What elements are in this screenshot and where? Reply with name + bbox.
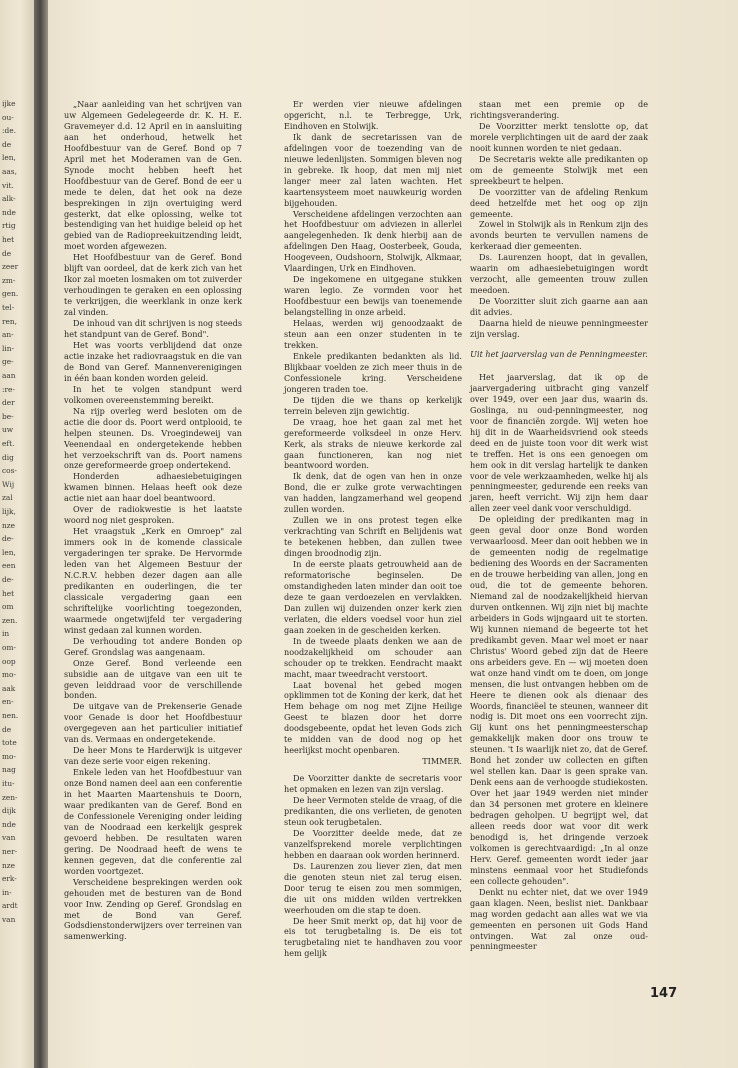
- paragraph: De heer Mons te Harderwijk is uitgever van deze serie voor eigen rekening.: [64, 745, 242, 767]
- prev-page-fragment: nde: [2, 819, 16, 829]
- paragraph: Denkt nu echter niet, dat we over 1949 gaan klagen. Neen, beslist niet. Dankbaar mag worden gedacht aan alles wat we via gemeenten en personen uit Gods Hand ontvingen. Wat zal onze oud-penningmeester: [470, 886, 648, 952]
- paragraph: „Naar aanleiding van het schrijven van uw Algemeen Gedelegeerde dr. K. H. E. Gravemeyer d.d. 12 April en in aansluiting aan het onderhoud, hetwelk het Hoofdbestuur van de Geref. Bond op 7 April met het Moderamen van de Gen. Synode mocht hebben heeft het Hoofdbestuur van de Geref. Bond de eer u mede te delen, dat het ook na deze besprekingen in zijn overtuiging werd gesterkt, dat elke oplossing, welke tot bestendiging van het huidige beleid op het gebied van de Radiopreekuitzending leidt, moet worden afgewezen.: [64, 99, 242, 252]
- prev-page-fragment: van: [2, 915, 16, 924]
- paragraph: De heer Vermoten stelde de vraag, of die predikanten, die ons verlieten, de genoten steun ook terugbetalen.: [284, 795, 462, 827]
- paragraph: De Voorzitter sluit zich gaarne aan aan dit advies.: [470, 296, 648, 318]
- prev-page-fragment: uw: [2, 425, 14, 435]
- paragraph: De Voorzitter dankte de secretaris voor het opmaken en lezen van zijn verslag.: [284, 773, 462, 795]
- prev-page-fragment: de: [2, 248, 12, 258]
- prev-page-fragment: erk-: [2, 874, 17, 884]
- prev-page-fragment: ijke: [2, 99, 16, 108]
- paragraph: Zullen we in ons protest tegen elke verkrachting van Schrift en Belijdenis wat te betekenen hebben, dan zullen twee dingen broodnodig zijn.: [284, 515, 462, 559]
- text-column-left: [64, 99, 242, 942]
- prev-page-fragment: cos-: [2, 466, 17, 476]
- prev-page-fragment: een: [2, 561, 16, 571]
- prev-page-fragment: en-: [2, 697, 14, 707]
- prev-page-fragment: lijk,: [2, 507, 16, 516]
- paragraph: Verscheidene besprekingen werden ook gehouden met de besturen van de Bond voor Inw. Zending op Geref. Grondslag en met de Bond van Geref. Godsdienstonderwijzers over terreinen van samenwerking.: [64, 876, 242, 942]
- paragraph: Ds. Laurenzen hoopt, dat in gevallen, waarin om adhaesiebetuigingen wordt verzocht, alle gemeenten trouw zullen meedoen.: [470, 252, 648, 296]
- prev-page-fragment: mo-: [2, 670, 16, 680]
- paragraph: De Secretaris wekte alle predikanten op om de gemeente Stolwijk met een spreekbeurt te helpen.: [470, 153, 648, 186]
- prev-page-fragment: aan: [2, 371, 16, 380]
- prev-page-fragment: dig: [2, 452, 14, 462]
- paragraph: Het Hoofdbestuur van de Geref. Bond blijft van oordeel, dat de kerk zich van het Ikor zal moeten losmaken om tot zuiverder verhoudingen te geraken en een oplossing te verkrijgen, die weerklank in onze kerk zal vinden.: [64, 252, 242, 318]
- paragraph: De opleiding der predikanten mag in geen geval door onze Bond worden verwaarloosd. Meer dan ooit hebben we in de gemeenten nodig de regelmatige bediening des Woords en der Sacramenten en de trouwe herbeiding van allen, jong en oud, die tot de gemeente behoren. Niemand zal de noodzakelijkheid hiervan durven ontkennen. Wij zijn niet bij machte arbeiders in Gods wijngaard uit te storten. Wij kunnen niemand de begeerte tot het predikambt geven. Maar wel moet er naar Christus' Woord gebed zijn dat de Heere ons arbeiders geve. En — wij moeten doen wat onze hand vindt om te doen, om jonge mensen, die lust ontvangen hebben om de Heere te dienen ook als dienaar des Woords, financiëel te steunen, wanneer dit nodig is. Dit moet ons een voorrecht zijn. Gij kunt ons het penningmeesterschap gemakkelijk maken door ons trouw te steunen. 't Is waarlijk niet zo, dat de Geref. Bond het zonder uw collecten en giften wel stellen kan. Daar is geen sprake van. Denk eens aan de verhoogde studiekosten. Over het jaar 1949 werden niet minder dan 34 personen met grotere en kleinere bedragen geholpen. U begrijpt wel, dat alleen reeds door wat voor dit werk benodigd is, het dringende verzoek volkomen is gerechtvaardigd: „In al onze Herv. Geref. gemeenten wordt ieder jaar minstens eenmaal voor het Studiefonds een collecte gehouden".: [470, 514, 648, 886]
- section-heading: Uit het jaarverslag van de Penningmeester.: [470, 348, 648, 359]
- paragraph: Het jaarverslag, dat ik op de jaarvergadering uitbracht ging vanzelf over 1949, over een jaar dus, waarin ds. Goslinga, nu oud-penningmeester, nog voor de financiën zorgde. Wij weten hoe hij dit in de Waarheidsvriend ook steeds deed en de juiste toon voor dit werk wist te treffen. Het is ons een genoegen om hem ook in dit verslag hartelijk te danken voor de vele werkzaamheden, welke hij als penningmeester, gedurende een reeks van jaren, heeft verricht. Wij zijn hem daar allen zeer veel dank voor verschuldigd.: [470, 371, 648, 514]
- paragraph: Ik dank de secretarissen van de afdelingen voor de toezending van de nieuwe ledenlijsten. Sommigen bleven nog in gebreke. Ik hoop, dat men mij niet langer meer zal laten wachten. Het kaartensysteem moet nauwkeurig worden bijgehouden.: [284, 131, 462, 208]
- prev-page-fragment: itu-: [2, 779, 15, 788]
- prev-page-fragment: de: [2, 724, 12, 734]
- paragraph: Helaas, werden wij genoodzaakt de steun aan een onzer studenten in te trekken.: [284, 318, 462, 350]
- paragraph: In de tweede plaats denken we aan de noodzakelijkheid om schouder aan schouder op te trekken. Eendracht maakt macht, maar tweedracht verstoort.: [284, 635, 462, 679]
- text-column-right: [470, 99, 648, 952]
- paragraph: De tijden die we thans op kerkelijk terrein beleven zijn gewichtig.: [284, 394, 462, 416]
- paragraph: De vraag, hoe het gaan zal met het gereformeerde volksdeel in onze Herv. Kerk, als straks de nieuwe kerkorde zal gaan functioneren, kan nog niet beantwoord worden.: [284, 416, 462, 471]
- paragraph: Enkele predikanten bedankten als lid. Blijkbaar voelden ze zich meer thuis in de Confessionele kring. Verscheidene jongeren traden toe.: [284, 350, 462, 394]
- paragraph: Er werden vier nieuwe afdelingen opgericht, n.l. te Terbregge, Urk, Eindhoven en Stolwijk.: [284, 99, 462, 131]
- prev-page-fragment: om: [2, 602, 14, 612]
- paragraph: staan met een premie op de richtingsverandering.: [470, 99, 648, 120]
- prev-page-fragment: van: [2, 833, 16, 843]
- prev-page-fragment: zm-: [2, 275, 16, 285]
- paragraph: De ingekomene en uitgegane stukken waren legio. Ze vormden voor het Hoofdbestuur een bewijs van toenemende belangstelling in onze arbeid.: [284, 274, 462, 318]
- paragraph: Daarna hield de nieuwe penningmeester zijn verslag.: [470, 318, 648, 340]
- prev-page-fragment: aak: [2, 683, 16, 693]
- paragraph: Honderden adhaesiebetuigingen kwamen binnen. Helaas heeft ook deze actie niet aan haar doel beantwoord.: [64, 471, 242, 504]
- prev-page-fragment: :re-: [2, 384, 15, 394]
- prev-page-fragment: aas,: [2, 167, 17, 176]
- paragraph: Verscheidene afdelingen verzochten aan het Hoofdbestuur om adviezen in allerlei aangelegenheden. Ik denk hierbij aan de afdelingen Den Haag, Oosterbeek, Gouda, Hoogeveen, Oudshoorn, Stolwijk, Alkmaar, Vlaardingen, Urk en Eindhoven.: [284, 208, 462, 274]
- prev-page-fragment: zen-: [2, 792, 18, 802]
- prev-page-fragment: nze: [2, 520, 16, 530]
- prev-page-fragment: de: [2, 139, 12, 149]
- prev-page-fragment: :de.: [2, 126, 16, 136]
- paragraph: De verhouding tot andere Bonden op Geref. Grondslag was aangenaam.: [64, 635, 242, 657]
- paragraph: In het te volgen standpunt werd volkomen overeenstemming bereikt.: [64, 383, 242, 405]
- previous-page-edge: [0, 0, 34, 1068]
- prev-page-fragment: de-: [2, 534, 14, 544]
- prev-page-fragment: het: [2, 588, 15, 598]
- prev-page-fragment: de-: [2, 575, 14, 584]
- prev-page-fragment: zeer: [2, 262, 19, 272]
- prev-page-fragment: len,: [2, 547, 16, 557]
- prev-page-fragment: ner-: [2, 847, 18, 856]
- prev-page-fragment: het: [2, 235, 15, 244]
- text-column-middle: [284, 99, 462, 959]
- prev-page-fragment: in: [2, 629, 10, 639]
- magazine-page: [48, 0, 738, 1068]
- prev-page-fragment: zal: [2, 493, 13, 503]
- prev-page-fragment: len,: [2, 153, 16, 163]
- paragraph: Zowel in Stolwijk als in Renkum zijn des avonds beurten te vervullen namens de kerkeraad dier gemeenten.: [470, 219, 648, 252]
- paragraph: Het vraagstuk „Kerk en Omroep" zal immers ook in de komende classicale vergaderingen ter sprake. De Hervormde leden van het Algemeen Bestuur der N.C.R.V. hebben dezer dagen aan alle predikanten en ouderlingen, die ter classicale vergadering gaan een schriftelijke voorlichting toegezonden, waarmede ongetwijfeld ter vergadering winst gedaan zal kunnen worden.: [64, 526, 242, 635]
- prev-page-fragment: lin-: [2, 343, 14, 353]
- paragraph: In de eerste plaats getrouwheid aan de reformatorische beginselen. De omstandigheden laten minder dan ooit toe deze te gaan verdoezelen en vervlakken. Dan zullen wij duizenden onzer kerk zien verlaten, die elders voedsel voor hun ziel gaan zoeken in de gescheiden kerken.: [284, 559, 462, 635]
- prev-page-fragment: alk-: [2, 194, 16, 204]
- paragraph: Laat bovenal het gebed mogen opklimmen tot de Koning der kerk, dat het Hem behage om nog met Zijne Heilige Geest te blazen door het dorre doodsgebeente, opdat het leven Gods zich te midden van de dood nog op het heerlijkst mocht openbaren.: [284, 679, 462, 756]
- prev-page-fragment: om-: [2, 643, 16, 652]
- paragraph: Na rijp overleg werd besloten om de actie die door ds. Poort werd ontplooid, te helpen steunen. Ds. Vroegindeweij van Veenendaal en ondergetekende hebben het verzoekschrift van ds. Poort namens onze gereformeerde groep ondertekend.: [64, 405, 242, 471]
- paragraph: Het was voorts verblijdend dat onze actie inzake het radiovraagstuk en die van de Bond van Geref. Mannenverenigingen in één baan konden worden geleid.: [64, 339, 242, 383]
- paragraph: De heer Smit merkt op, dat hij voor de eis tot terugbetaling is. De eis tot terugbetaling niet te handhaven zou voor hem gelijk: [284, 915, 462, 959]
- prev-page-fragment: an-: [2, 330, 14, 340]
- paragraph: Onze Geref. Bond verleende een subsidie aan de uitgave van een uit te geven leiddraad voor de verschillende bonden.: [64, 657, 242, 701]
- page-number: 147: [650, 986, 678, 1001]
- prev-page-fragment: gen.: [2, 289, 19, 299]
- prev-page-fragment: nen.: [2, 711, 19, 720]
- prev-page-fragment: oop: [2, 656, 16, 666]
- paragraph: Ik denk, dat de ogen van hen in onze Bond, die er zulke grote verwachtingen van hadden, langzamerhand wel geopend zullen worden.: [284, 471, 462, 515]
- prev-page-fragment: dijk: [2, 806, 16, 816]
- prev-page-fragment: in-: [2, 887, 12, 897]
- prev-page-fragment: ge-: [2, 357, 14, 367]
- prev-page-fragment: ren,: [2, 316, 18, 326]
- prev-page-fragment: rtig: [2, 221, 16, 231]
- prev-page-fragment: be-: [2, 411, 14, 421]
- paragraph: De inhoud van dit schrijven is nog steeds het standpunt van de Geref. Bond".: [64, 318, 242, 340]
- prev-page-fragment: vit.: [2, 180, 14, 190]
- prev-page-fragment: der: [2, 398, 15, 408]
- book-gutter: [34, 0, 48, 1068]
- paragraph: Enkele leden van het Hoofdbestuur van onze Bond namen deel aan een conferentie in het Maarten Maartenshuis te Doorn, waar predikanten van de Geref. Bond en de Confessionele Vereniging onder leiding van de Noodraad een kerkelijk gesprek gevoerd hebben. De resultaten waren gering. De Noodraad heeft de wens te kennen gegeven, dat die conferentie zal worden voortgezet.: [64, 767, 242, 876]
- paragraph: Ds. Laurenzen zou liever zien, dat men die genoten steun niet zal terug eisen. Door terug te eisen zou men sommigen, die uit ons midden wilden vertrekken weerhouden om die stap te doen.: [284, 860, 462, 915]
- prev-page-fragment: ardt: [2, 901, 18, 911]
- prev-page-fragment: tel-: [2, 303, 15, 312]
- prev-page-fragment: ou-: [2, 112, 14, 122]
- prev-page-fragment: eft.: [2, 439, 15, 448]
- paragraph: De Voorzitter merkt tenslotte op, dat morele verplichtingen uit de aard der zaak nooit kunnen worden te niet gedaan.: [470, 120, 648, 153]
- prev-page-fragment: mo-: [2, 751, 16, 761]
- prev-page-fragment: zen.: [2, 615, 18, 625]
- prev-page-fragment: nde: [2, 207, 16, 217]
- paragraph: De uitgave van de Prekenserie Genade voor Genade is door het Hoofdbestuur overgegeven aan het particulier initiatief van ds. Vermaas en ondergetekende.: [64, 701, 242, 745]
- paragraph: Over de radiokwestie is het laatste woord nog niet gesproken.: [64, 504, 242, 526]
- prev-page-fragment: Wij: [2, 479, 15, 489]
- prev-page-fragment: nze: [2, 860, 16, 870]
- prev-page-fragment: tote: [2, 738, 17, 748]
- author-signature: TIMMER.: [422, 756, 462, 767]
- paragraph: De Voorzitter deelde mede, dat ze vanzelfsprekend morele verplichtingen hebben en daaraan ook worden herinnerd.: [284, 827, 462, 860]
- paragraph: De voorzitter van de afdeling Renkum deed hetzelfde met het oog op zijn gemeente.: [470, 186, 648, 219]
- prev-page-fragment: nag: [2, 765, 16, 775]
